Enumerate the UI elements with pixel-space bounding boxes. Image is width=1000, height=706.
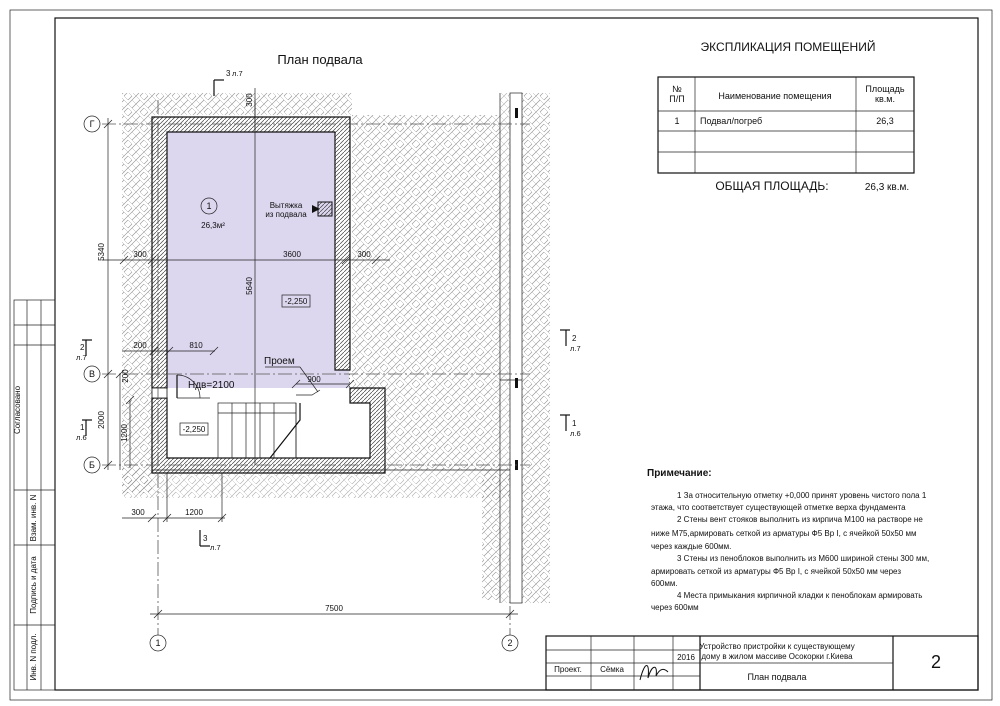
dim-5640: 5640: [245, 277, 254, 295]
stamp-year: 2016: [677, 653, 695, 662]
header-num-2: П/П: [669, 94, 685, 104]
room-number: 1: [206, 201, 212, 211]
header-area-2: кв.м.: [875, 94, 895, 104]
explication: [658, 39, 914, 193]
dim-300-bottom: 300: [131, 508, 145, 517]
dim-1200-horizontal: 1200: [185, 508, 203, 517]
section-2-left-num: 2: [80, 343, 85, 352]
note-line-1: 1 За относительную отметку +0,000 принят уровень чистого пола 1: [677, 491, 927, 500]
row-1-num: 1: [674, 116, 680, 126]
level-main: -2,250: [284, 297, 308, 306]
section-3-top-sheet: л.7: [232, 69, 243, 78]
door-label: Ндв=2100: [188, 380, 235, 391]
section-2-left-sheet: л.7: [76, 353, 87, 362]
axis-v-label: В: [88, 369, 96, 379]
note-line-3: 2 Стены вент стояков выполнить из кирпича М100 на растворе не: [677, 515, 923, 524]
sheet-number: 2: [930, 652, 942, 672]
stamp-role: Проект.: [554, 665, 582, 674]
level-stair: -2,250: [182, 425, 206, 434]
dim-5340: 5340: [97, 243, 106, 261]
section-1-right-sheet: л.6: [570, 429, 581, 438]
section-1-left-num: 1: [80, 423, 85, 432]
room-1-fill: [167, 132, 335, 370]
section-1-right-num: 1: [572, 419, 577, 428]
header-area-1: Площадь: [865, 84, 905, 94]
header-num-1: №: [672, 84, 682, 94]
dim-3600: 3600: [283, 250, 301, 259]
note-line-6: 3 Стены из пеноблоков выполнить из М600 шириной стены 300 мм,: [677, 554, 930, 563]
total-value: 26,3 кв.м.: [864, 182, 910, 193]
section-2-right-num: 2: [572, 334, 577, 343]
dim-900: 900: [307, 375, 321, 384]
total-label: ОБЩАЯ ПЛОЩАДЬ:: [715, 179, 829, 193]
row-1-name: Подвал/погреб: [700, 116, 763, 126]
note-line-5: через каждые 600мм.: [651, 542, 732, 551]
sheet-name: План подвала: [747, 672, 807, 682]
side-replace-inv: Взам. инв. N: [29, 494, 38, 542]
section-3-bottom-num: 3: [203, 534, 208, 543]
note-line-8: 600мм.: [651, 579, 678, 588]
vent-label-2: из подвала: [265, 210, 307, 219]
dim-300-top: 300: [245, 93, 254, 107]
dim-200-a: 200: [133, 341, 147, 350]
dim-810: 810: [189, 341, 203, 350]
side-sign-date: Подпись и дата: [29, 556, 38, 614]
side-inv-orig: Инв. N подл.: [29, 633, 38, 681]
stair: [218, 390, 320, 458]
section-2-right-sheet: л.7: [570, 344, 581, 353]
opening-label: Проем: [264, 356, 295, 367]
note-line-7: армировать сеткой из арматуры Ф5 Вр I, с ячейкой 50х50 мм через: [651, 567, 901, 576]
explication-title: ЭКСПЛИКАЦИЯ ПОМЕЩЕНИЙ: [700, 40, 876, 54]
header-name: Наименование помещения: [718, 91, 832, 101]
stamp-person: Сёмка: [600, 665, 624, 674]
room-area: 26,3м²: [201, 221, 225, 230]
dim-300-left: 300: [133, 250, 147, 259]
project-title-1: Устройство пристройки к существующему: [699, 642, 855, 651]
note-line-2: этажа, что соответствует существующей отметке верха фундамента: [651, 503, 906, 512]
dim-2000: 2000: [97, 411, 106, 429]
note-line-10: через 600мм: [651, 603, 699, 612]
axis-b-label: Б: [89, 460, 95, 470]
axis-1-label: 1: [155, 638, 161, 648]
axis-g-label: Г: [89, 119, 95, 129]
section-3-top-num: 3: [226, 69, 231, 78]
dim-200-b: 200: [121, 369, 130, 383]
side-agreed: Согласовано: [13, 385, 22, 435]
dim-1200-vertical: 1200: [120, 424, 129, 442]
plan-title: План подвала: [277, 52, 363, 67]
dim-300-right: 300: [357, 250, 371, 259]
section-3-bottom-sheet: л.7: [210, 543, 221, 552]
signature: [640, 666, 668, 681]
notes-title: Примечание:: [647, 468, 712, 479]
axis-2-label: 2: [507, 638, 513, 648]
dim-7500: 7500: [325, 604, 343, 613]
project-title-2: дому в жилом массиве Осокорки г.Киева: [701, 652, 853, 661]
title-block: [546, 636, 978, 690]
row-1-area: 26,3: [876, 116, 894, 126]
section-1-left-sheet: л.6: [76, 433, 87, 442]
note-line-4: ниже М75,армировать сеткой из арматуры Ф5 Вр I, с ячейкой 50х50 мм: [651, 529, 917, 538]
notes: [647, 468, 929, 612]
vent-label-1: Вытяжка: [269, 201, 303, 210]
side-stamp: [13, 300, 55, 690]
note-line-9: 4 Места примыкания кирпичной кладки к пеноблокам армировать: [677, 591, 923, 600]
